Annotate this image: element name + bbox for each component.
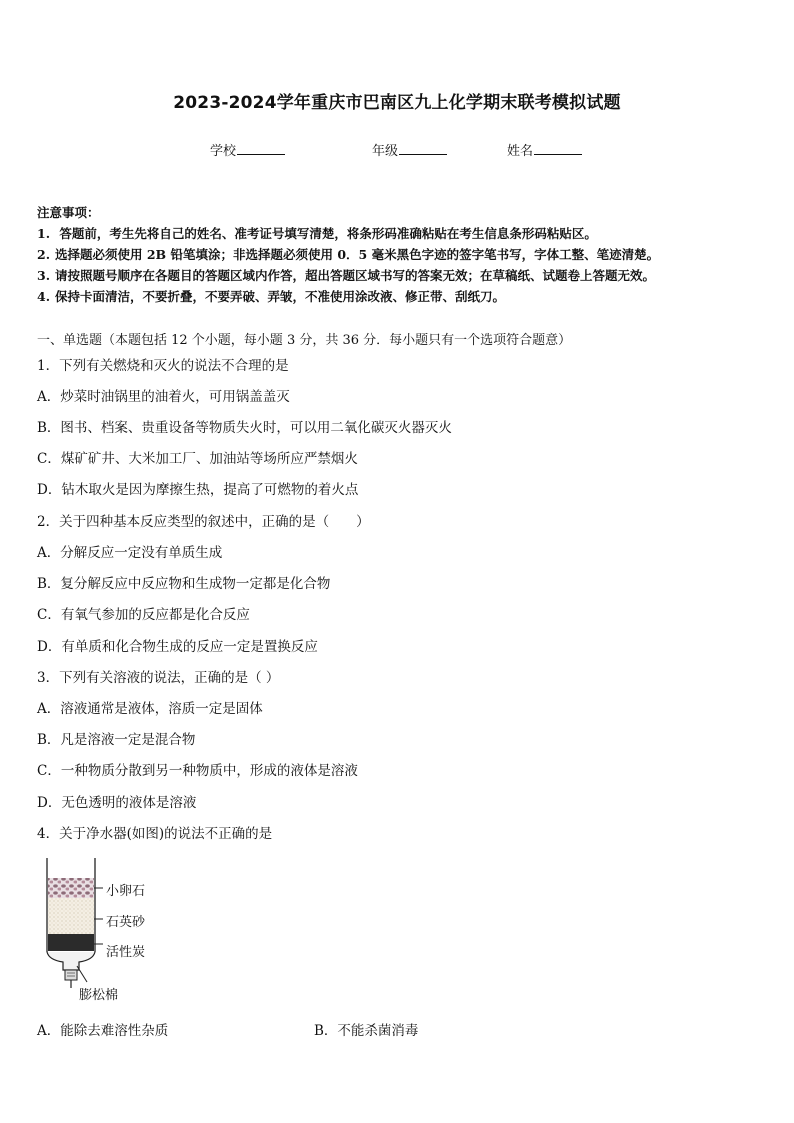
option: A．能除去难溶性杂质 [37,1023,169,1039]
name-field [507,140,582,159]
notice-text: 答题前，考生先将自己的姓名、准考证号填写清楚，将条形码准确粘贴在考生信息条形码粘贴区。 [55,226,597,241]
option: B．不能杀菌消毒 [314,1023,419,1039]
option: D．有单质和化合物生成的反应一定是置换反应 [37,639,318,655]
notice-item [37,224,597,242]
question-stem: 4．关于净水器(如图)的说法不正确的是 [37,826,273,842]
option: D．无色透明的液体是溶液 [37,795,197,811]
quartz-sand-layer [48,898,94,934]
cotton-label: 膨松棉 [79,988,119,1003]
option: A．炒菜时油锅里的油着火，可用锅盖盖灭 [37,389,290,405]
notice-number: 2. [37,247,51,262]
activated-carbon-label: 活性炭 [106,945,146,960]
question-stem: 3．下列有关溶液的说法，正确的是（ ） [37,670,280,686]
school-field [210,140,285,159]
grade-blank[interactable] [399,142,447,155]
name-blank[interactable] [534,142,582,155]
question-stem: 2．关于四种基本反应类型的叙述中，正确的是（ ） [37,514,370,530]
section-heading: 一、单选题（本题包括 12 个小题，每小题 3 分，共 36 分．每小题只有一个选项符合题意） [37,333,572,348]
option: B．复分解反应中反应物和生成物一定都是化合物 [37,576,331,592]
grade-label: 年级 [372,144,399,159]
option: D．钻木取火是因为摩擦生热，提高了可燃物的着火点 [37,482,359,498]
cotton-layer [47,952,95,970]
water-purifier-figure [37,856,217,1006]
notice-number: 1. [37,226,51,241]
notice-number: 4. [37,289,51,304]
notice-number: 3. [37,268,51,283]
option: B．凡是溶液一定是混合物 [37,732,196,748]
notice-item [37,266,655,284]
notice-text: 选择题必须使用 2B 铅笔填涂；非选择题必须使用 0．5 毫米黑色字迹的签字笔书写，字体工整、笔迹清楚。 [55,247,660,262]
option: A．分解反应一定没有单质生成 [37,545,223,561]
option: A．溶液通常是液体，溶质一定是固体 [37,701,263,717]
notice-item [37,245,659,263]
question-stem: 1．下列有关燃烧和灭火的说法不合理的是 [37,358,289,374]
option: C．煤矿矿井、大米加工厂、加油站等场所应严禁烟火 [37,451,358,467]
activated-carbon-layer [48,934,94,951]
option: C．一种物质分散到另一种物质中，形成的液体是溶液 [37,763,358,779]
notice-text: 请按照题号顺序在各题目的答题区域内作答，超出答题区域书写的答案无效；在草稿纸、试题卷上答题无效。 [55,268,656,283]
option: B．图书、档案、贵重设备等物质失火时，可以用二氧化碳灭火器灭火 [37,420,452,436]
page-title: 2023-2024学年重庆市巴南区九上化学期末联考模拟试题 [173,93,621,113]
water-purifier-diagram [37,856,217,1006]
grade-field [372,140,447,159]
notice-item [37,287,505,305]
school-blank[interactable] [237,142,285,155]
notice-text: 保持卡面清洁，不要折叠，不要弄破、弄皱，不准使用涂改液、修正带、刮纸刀。 [55,289,506,304]
name-label: 姓名 [507,144,534,159]
school-label: 学校 [210,144,237,159]
pebble-label: 小卵石 [106,884,146,899]
notice-heading: 注意事项： [37,205,100,220]
pebble-layer [48,878,94,898]
quartz-sand-label: 石英砂 [106,915,146,930]
option: C．有氧气参加的反应都是化合反应 [37,607,250,623]
